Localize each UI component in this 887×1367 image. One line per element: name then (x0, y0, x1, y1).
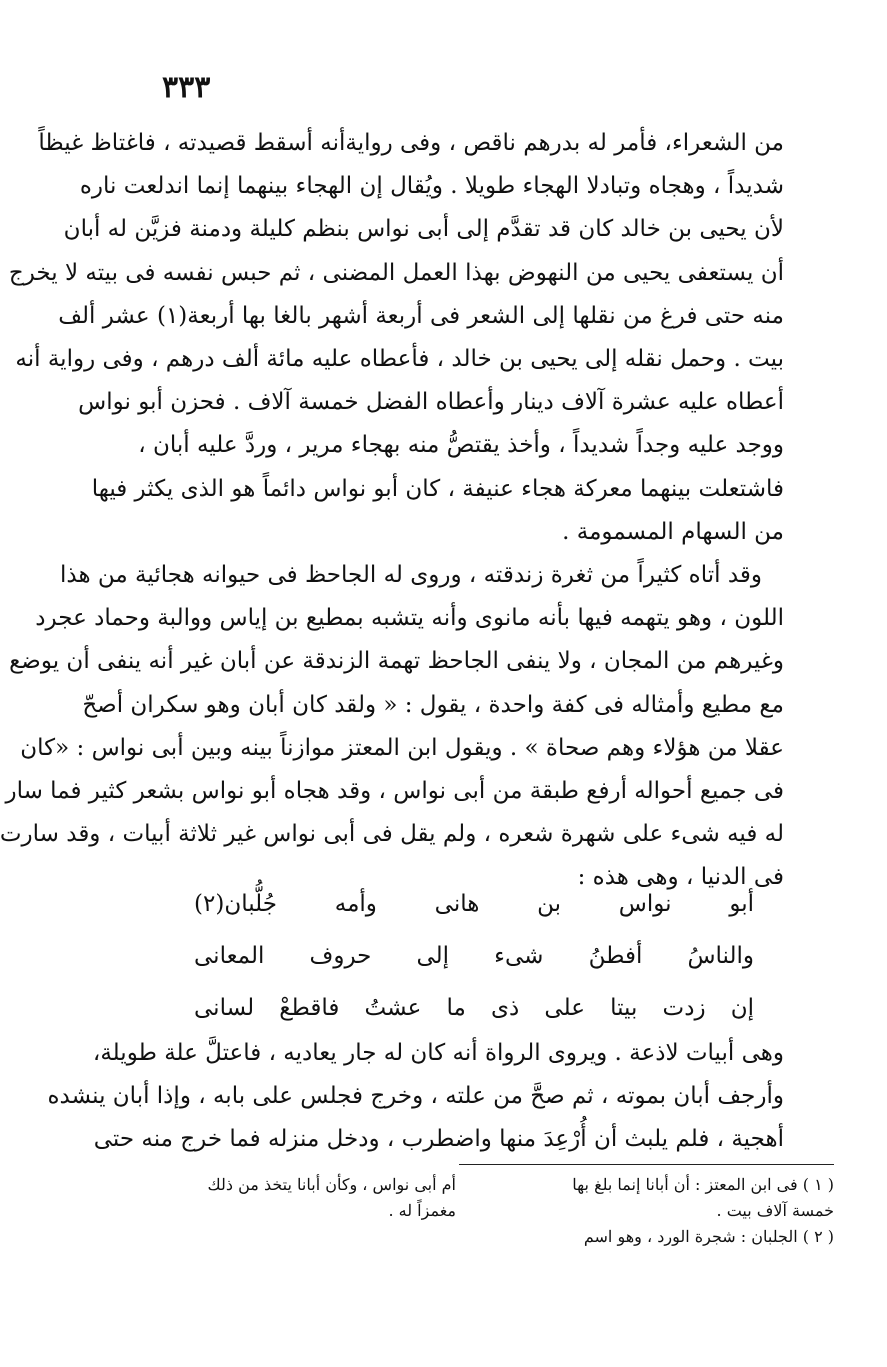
footnotes-left-column (156, 1172, 456, 1224)
footnote-divider (459, 1164, 834, 1165)
text-line: وأرجف أبان بموته ، ثم صحَّ من علته ، وخرج فجلس على بابه ، وإذا أبان ينشده (47, 1083, 784, 1110)
footnote-line: أم أبى نواس ، وكأن أبانا يتخذ من ذلك (207, 1175, 456, 1194)
page-number: ٣٣٣ (162, 70, 211, 105)
continuation-text (47, 1032, 784, 1162)
text-line: من السهام المسمومة . (562, 518, 784, 545)
poem-verse: أبو نواس بن هانى وأمه جُلُّبان(٢) (194, 891, 754, 917)
footnotes-right-column (484, 1172, 834, 1250)
text-line: فى جميع أحواله أرفع طبقة من أبى نواس ، وقد هجاه أبو نواس بشعر كثير فما سار (5, 778, 784, 805)
text-line: وقد أتاه كثيراً من ثغرة زندقته ، وروى له الجاحظ فى حيوانه هجائية من هذا (60, 562, 762, 589)
text-line: شديداً ، وهجاه وتبادلا الهجاء طويلا . ويُقال إن الهجاء بينهما إنما اندلعت ناره (79, 173, 784, 200)
text-line: وهى أبيات لاذعة . ويروى الرواة أنه كان له جار يعاديه ، فاعتلَّ علة طويلة، (92, 1040, 784, 1066)
poem-verse: إن زدت بيتا على ذى ما عشتُ فاقطعْ لسانى (194, 995, 754, 1021)
footnote-line: ( ٢ ) الجلبان : شجرة الورد ، وهو اسم (583, 1227, 834, 1246)
text-line: ووجد عليه وجداً شديداً ، وأخذ يقتصُّ منه بهجاء مرير ، وردَّ عليه أبان ، (138, 432, 784, 459)
footnote-line: ( ١ ) فى ابن المعتز : أن أبانا إنما بلغ بها (572, 1175, 834, 1194)
text-line: أهجية ، فلم يلبث أن أُرْعِدَ منها واضطرب ، ودخل منزله فما خرج منه حتى (93, 1126, 784, 1153)
text-line: لأن يحيى بن خالد كان قد تقدَّم إلى أبى نواس بنظم كليلة ودمنة فزيَّن له أبان (63, 216, 784, 243)
poem-verse: والناسُ أفطنُ شىء إلى حروف المعانى (194, 943, 754, 969)
text-line: له فيه شىء على شهرة شعره ، ولم يقل فى أبى نواس غير ثلاثة أبيات ، وقد سارت (0, 821, 784, 848)
footnote-line: خمسة آلاف بيت . (716, 1201, 834, 1220)
poem (194, 878, 754, 1034)
footnote-line: مغمزاً له . (388, 1201, 456, 1220)
text-line: بيت . وحمل نقله إلى يحيى بن خالد ، فأعطاه عليه مائة ألف درهم ، وفى رواية أنه (15, 346, 784, 373)
text-line: فى الدنيا ، وهى هذه : (577, 864, 784, 891)
text-line: فاشتعلت بينهما معركة هجاء عنيفة ، كان أبو نواس دائماً هو الذى يكثر فيها (91, 475, 784, 502)
text-line: اللون ، وهو يتهمه فيها بأنه مانوى وأنه يتشبه بمطيع بن إياس ووالبة وحماد عجرد (35, 605, 784, 632)
text-line: مع مطيع وأمثاله فى كفة واحدة ، يقول : « ولقد كان أبان وهو سكران أصحّ (82, 691, 784, 718)
text-line: وغيرهم من المجان ، ولا ينفى الجاحظ تهمة الزندقة عن أبان غير أنه ينفى أن يوضع (9, 648, 784, 675)
text-line: أن يستعفى يحيى من النهوض بهذا العمل المضنى ، ثم حبس نفسه فى بيته لا يخرج (8, 259, 784, 286)
text-line: منه حتى فرغ من نقلها إلى الشعر فى أربعة أشهر بالغا بها أربعة(١) عشر ألف (58, 302, 784, 329)
body-text (0, 122, 784, 900)
text-line: عقلا من هؤلاء وهم صحاة » . ويقول ابن المعتز موازناً بينه وبين أبى نواس : «كان (20, 734, 784, 761)
text-line: أعطاه عليه عشرة آلاف دينار وأعطاه الفضل خمسة آلاف . فحزن أبو نواس (78, 389, 784, 416)
text-line: من الشعراء، فأمر له بدرهم ناقص ، وفى روايةأنه أسقط قصيدته ، فاغتاظ غيظاً (38, 130, 784, 156)
